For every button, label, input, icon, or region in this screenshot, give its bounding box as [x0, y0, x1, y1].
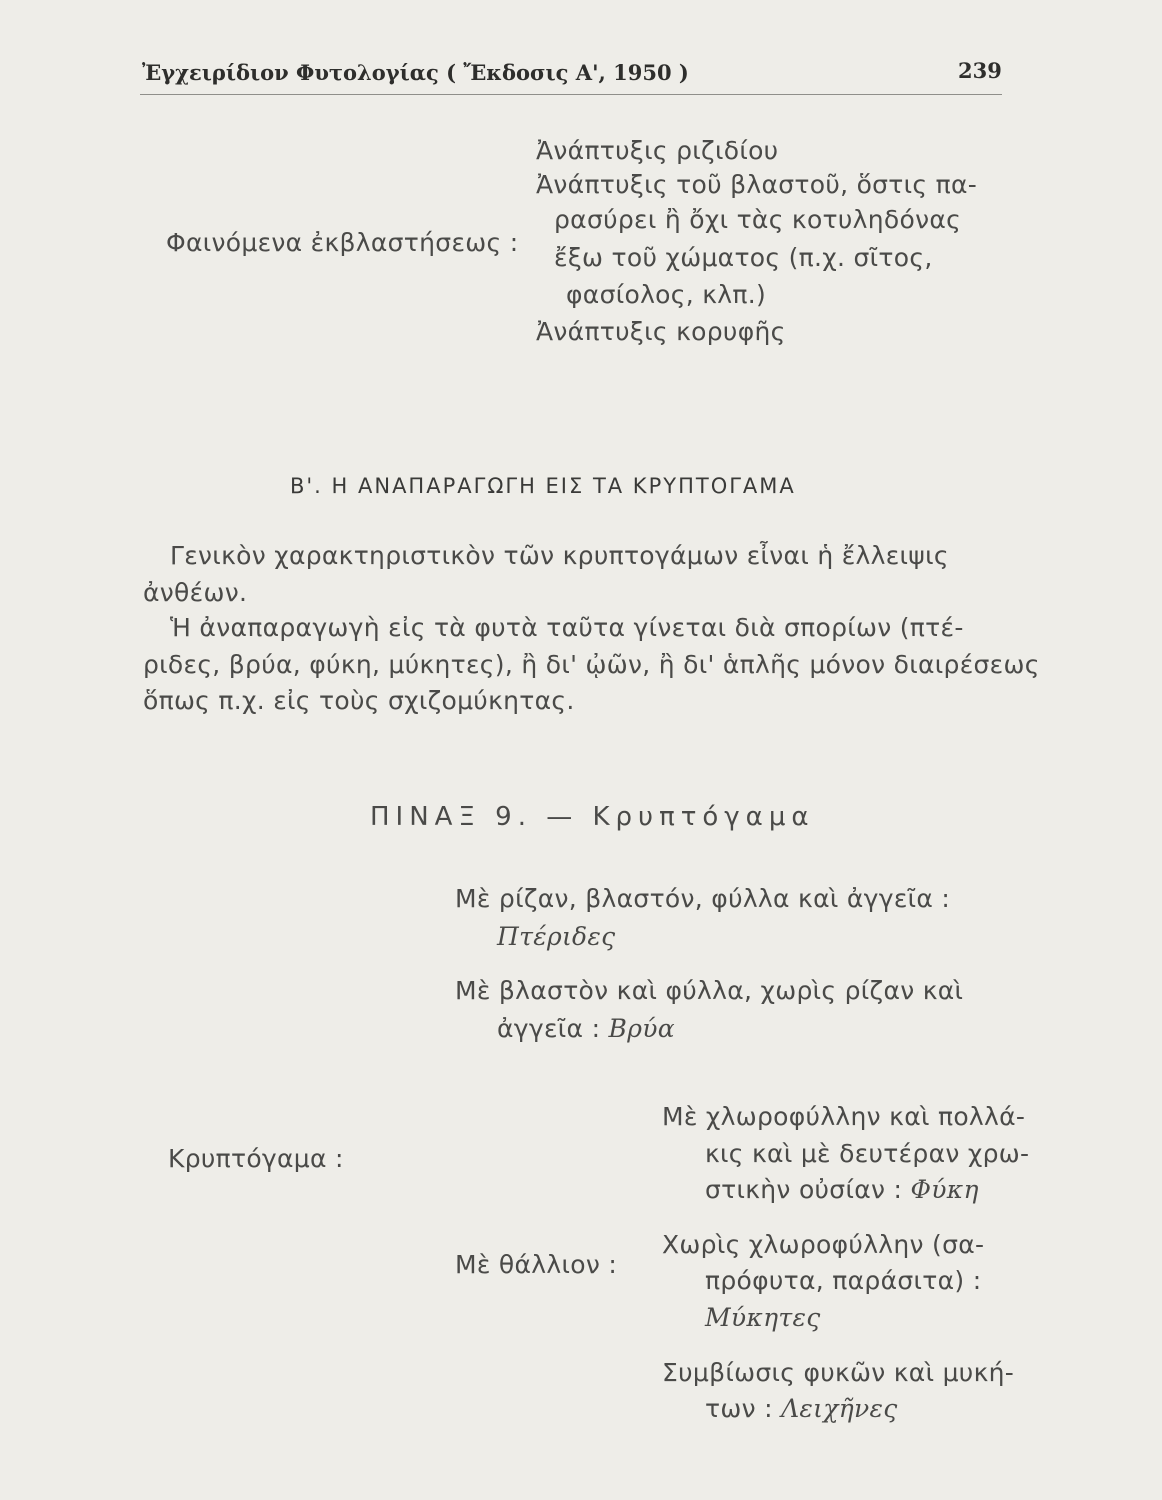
branch-mosses-line-1: Μὲ βλαστὸν καὶ φύλλα, χωρὶς ρίζαν καὶ	[455, 976, 964, 1005]
lichens-line-1: Συμβίωσις φυκῶν καὶ μυκή-	[662, 1358, 1015, 1387]
cryptogams-root-label: Κρυπτόγαμα :	[168, 1144, 344, 1173]
paragraph-2-line-2: ριδες, βρύα, φύκη, μύκητες), ἢ δι' ᾠῶν, ἢ δι' ἁπλῆς μόνον διαιρέσεως	[143, 650, 1040, 679]
paragraph-2-line-1: Ἡ ἀναπαραγωγὴ εἰς τὰ φυτὰ ταῦτα γίνεται διὰ σπορίων (πτέ-	[170, 613, 964, 642]
fungi-name: Μύκητες	[705, 1303, 821, 1332]
germination-line-4: ἔξω τοῦ χώματος (π.χ. σῖτος,	[554, 243, 933, 272]
running-header-title: Ἐγχειρίδιον Φυτολογίας ( Ἔκδοσις Α', 1950 )	[142, 60, 689, 85]
paragraph-2-line-3: ὅπως π.χ. εἰς τοὺς σχιζομύκητας.	[143, 686, 575, 715]
lichens-name: Λειχῆνες	[781, 1394, 898, 1423]
algae-line-2: κις καὶ μὲ δευτέραν χρω-	[705, 1139, 1030, 1168]
section-heading: Β'. Η ΑΝΑΠΑΡΑΓΩΓΗ ΕΙΣ ΤΑ ΚΡΥΠΤΟΓΑΜΑ	[290, 474, 796, 498]
germination-label: Φαινόμενα ἐκβλαστήσεως :	[166, 228, 519, 257]
table-title: ΠΙΝΑΞ 9. — Κρυπτόγαμα	[370, 802, 815, 832]
algae-line-1: Μὲ χλωροφύλλην καὶ πολλά-	[662, 1102, 1026, 1131]
branch-with-root-line-1: Μὲ ρίζαν, βλαστόν, φύλλα καὶ ἀγγεῖα :	[455, 884, 951, 913]
paragraph-1-line-1: Γενικὸν χαρακτηριστικὸν τῶν κρυπτογάμων εἶναι ἡ ἔλλειψις	[170, 541, 949, 570]
fungi-line-1: Χωρὶς χλωροφύλλην (σα-	[662, 1230, 985, 1259]
header-rule	[140, 94, 1002, 95]
germination-line-5: φασίολος, κλπ.)	[566, 280, 767, 309]
branch-mosses-line-2-text: ἀγγεῖα :	[497, 1014, 601, 1043]
germination-line-6: Ἀνάπτυξις κορυφῆς	[536, 317, 786, 346]
branch-mosses-line-2	[497, 1014, 675, 1043]
ferns-name: Πτέριδες	[497, 922, 616, 951]
algae-line-3-text: στικὴν οὐσίαν :	[705, 1175, 903, 1204]
algae-name: Φύκη	[910, 1175, 979, 1204]
thallus-label: Μὲ θάλλιον :	[455, 1250, 618, 1279]
algae-line-3	[705, 1175, 979, 1204]
germination-line-2: Ἀνάπτυξις τοῦ βλαστοῦ, ὅστις πα-	[536, 170, 978, 199]
germination-line-3: ρασύρει ἢ ὄχι τὰς κοτυληδόνας	[554, 205, 962, 234]
lichens-line-2	[705, 1394, 898, 1423]
fungi-line-2: πρόφυτα, παράσιτα) :	[705, 1266, 982, 1295]
mosses-name: Βρύα	[608, 1014, 675, 1043]
page-number: 239	[958, 58, 1002, 83]
paragraph-1-line-2: ἀνθέων.	[143, 578, 248, 607]
lichens-line-2-text: των :	[705, 1394, 773, 1423]
germination-line-1: Ἀνάπτυξις ριζιδίου	[536, 136, 779, 165]
